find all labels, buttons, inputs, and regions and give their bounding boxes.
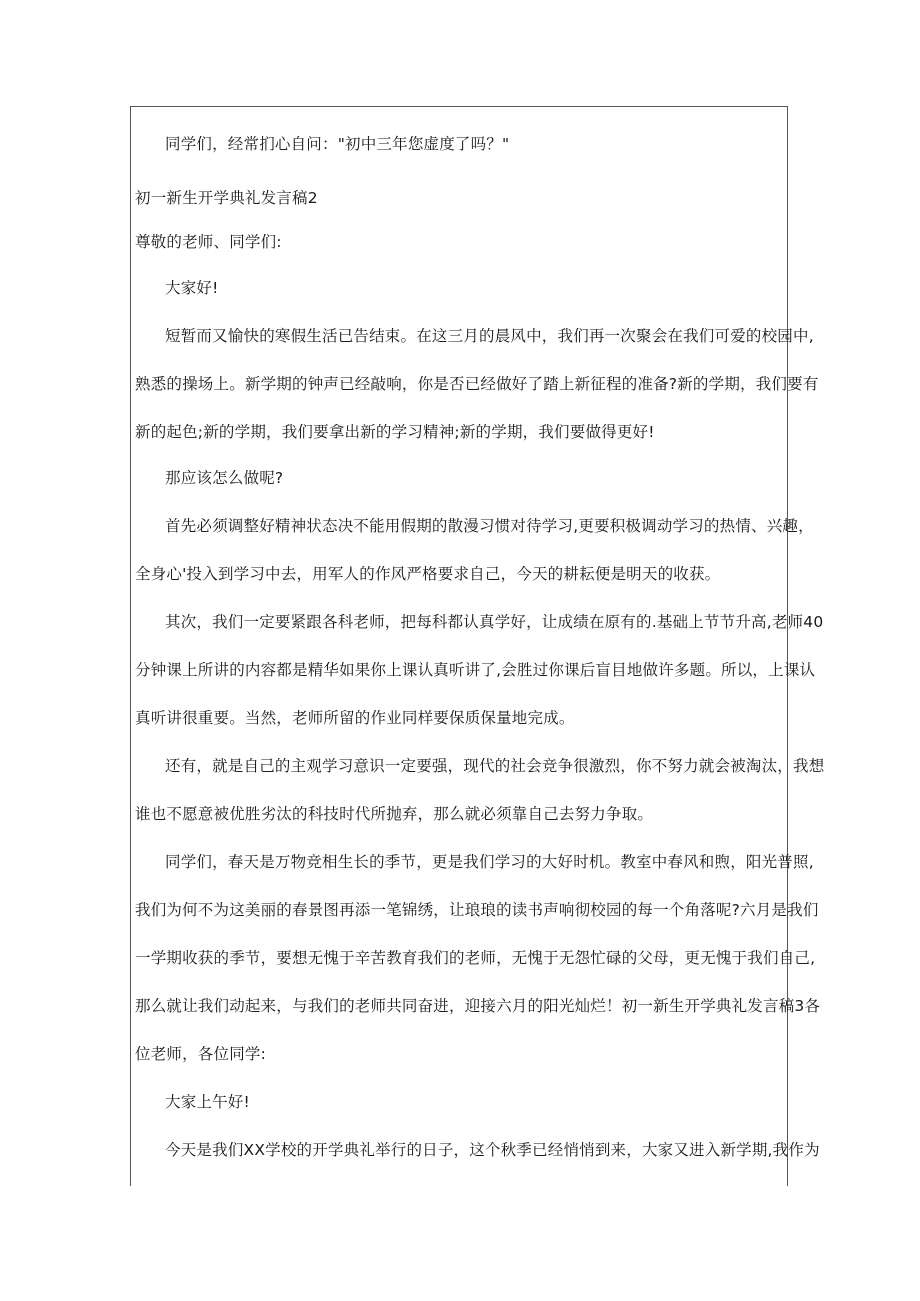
- paragraph-line: 其次，我们一定要紧跟各科老师，把每科都认真学好，让成绩在原有的.基础上节节升高,老师40: [165, 613, 824, 631]
- paragraph-line: 谁也不愿意被优胜劣汰的科技时代所抛弃，那么就必须靠自己去努力争取。: [135, 805, 654, 823]
- paragraph-line: 那应该怎么做呢?: [165, 469, 284, 487]
- paragraph-line: 那么就让我们动起来，与我们的老师共同奋进，迎接六月的阳光灿烂！初一新生开学典礼发言稿3各: [135, 997, 821, 1015]
- paragraph-line: 首先必须调整好精神状态决不能用假期的散漫习惯对待学习,更要积极调动学习的热情、兴趣，: [165, 517, 814, 535]
- salutation: 尊敬的老师、同学们:: [135, 233, 282, 251]
- paragraph-line: 位老师，各位同学:: [135, 1045, 267, 1063]
- paragraph-line: 我们为何不为这美丽的春景图再添一笔锦绣，让琅琅的读书声响彻校园的每一个角落呢?六月是我们: [135, 901, 819, 919]
- paragraph-line: 分钟课上所讲的内容都是精华如果你上课认真听讲了,会胜过你课后盲目地做许多题。所以，上课认: [135, 661, 816, 679]
- paragraph-line: 短暂而又愉快的寒假生活已告结束。在这三月的晨风中，我们再一次聚会在我们可爱的校园中,: [165, 327, 814, 345]
- paragraph-line: 同学们，经常扪心自问："初中三年您虚度了吗？": [165, 135, 510, 153]
- paragraph-line: 真听讲很重要。当然，老师所留的作业同样要保质保量地完成。: [135, 709, 575, 727]
- section-heading: 初一新生开学典礼发言稿2: [135, 189, 318, 207]
- paragraph-line: 同学们，春天是万物竞相生长的季节，更是我们学习的大好时机。教室中春风和煦，阳光普照,: [165, 853, 814, 871]
- greeting: 大家上午好!: [165, 1093, 250, 1111]
- paragraph-line: 今天是我们XX学校的开学典礼举行的日子，这个秋季已经悄悄到来，大家又进入新学期,我作为: [165, 1141, 820, 1159]
- paragraph-line: 新的起色;新的学期，我们要拿出新的学习精神;新的学期，我们要做得更好!: [135, 423, 655, 441]
- paragraph-line: 还有，就是自己的主观学习意识一定要强，现代的社会竞争很激烈，你不努力就会被淘汰，我想: [165, 757, 825, 775]
- paragraph-line: 一学期收获的季节，要想无愧于辛苦教育我们的老师，无愧于无怨忙碌的父母，更无愧于我们自己,: [135, 949, 816, 967]
- paragraph-line: 熟悉的操场上。新学期的钟声已经敲响，你是否已经做好了踏上新征程的准备?新的学期，我们要有: [135, 375, 819, 393]
- paragraph-line: 全身心'投入到学习中去，用军人的作风严格要求自己，今天的耕耘便是明天的收获。: [135, 565, 721, 583]
- greeting: 大家好!: [165, 279, 219, 297]
- page-frame: [130, 106, 788, 1186]
